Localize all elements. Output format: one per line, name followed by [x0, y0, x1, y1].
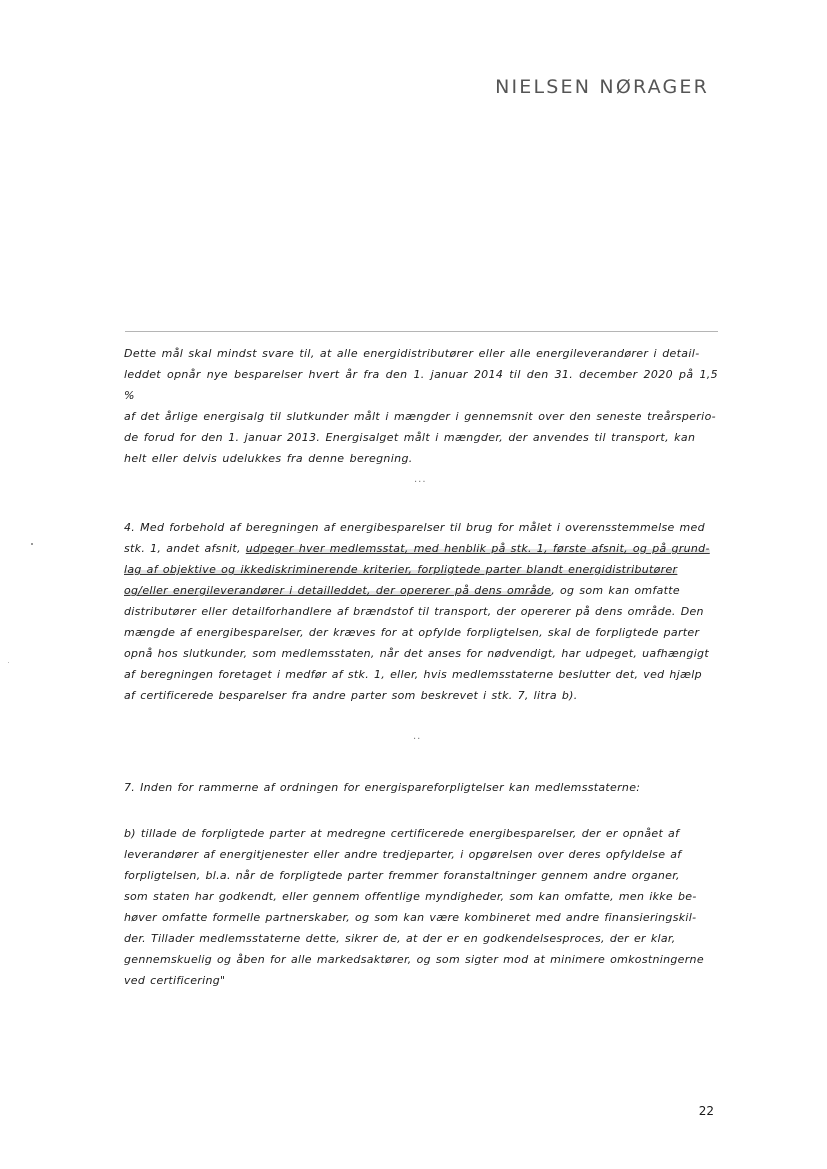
scan-mark-dot [31, 543, 33, 545]
paragraph-2-tail: , og som kan omfatte distributører eller detailforhandlere af brændstof til transport, der opererer på dens område. Den mængde af energibesparelser, der kræves for at opfylde forpligtelsen, skal de forpligtede parter opnå hos slutkunder, som medlemsstaten, når det anses for nødvendigt, har udpeget, uafhængigt af beregningen foretaget i medfør af stk. 1, eller, hvis medlemsstaterne beslutter det, ved hjælp af certificerede besparelser fra andre parter som beskrevet i stk. 7, litra b). [124, 584, 709, 702]
omission-ellipsis-2: .. [413, 731, 422, 742]
paragraph-2-lead: 4. Med forbehold af beregningen af energibesparelser til brug for målet i overensstemmelse med stk. 1, andet afsnit, [124, 521, 705, 555]
page-number: 22 [698, 1104, 714, 1118]
quote-paragraph-3: 7. Inden for rammerne af ordningen for energispareforpligtelser kan medlemsstaterne: [124, 781, 641, 794]
scan-mark-speck [8, 662, 9, 663]
quote-paragraph-2 [124, 517, 718, 706]
quote-paragraph-1: Dette mål skal mindst svare til, at alle energidistributører eller alle energileverandører i detail- leddet opnår nye besparelser hvert år fra den 1. januar 2014 til den 31. december 2020 på 1,5 % af det årlige energisalg til slutkunder målt i mængder i gennemsnit over den seneste treårsperio- de forud for den 1. januar 2013. Energisalget målt i mængder, der anvendes til transport, kan helt eller delvis udelukkes fra denne beregning. [124, 347, 718, 465]
company-logo: NIELSEN NØRAGER [495, 76, 709, 98]
underlined-highlight: udpeger hver medlemsstat, med henblik på stk. 1, første afsnit, og på grund- lag af objektive og ikkediskriminerende kriterier, forpligtede parter blandt energidistributører og/eller energileverandører i detailleddet, der opererer på dens område [124, 542, 710, 597]
omission-ellipsis-1: ... [414, 474, 427, 485]
quote-paragraph-4: b) tillade de forpligtede parter at medregne certificerede energibesparelser, der er opnået af leverandører af energitjenester eller andre tredjeparter, i opgørelsen over deres opfyldelse af forpligtelsen, bl.a. når de forpligtede parter fremmer foranstaltninger gennem andre organer, som staten har godkendt, eller gennem offentlige myndigheder, som kan omfatte, men ikke be- høver omfatte formelle partnerskaber, og som kan være kombineret med andre finansieringskil- der. Tillader medlemsstaterne dette, sikrer de, at der er en godkendelsesproces, der er klar, gennemskuelig og åben for alle markedsaktører, og som sigter mod at minimere omkostningerne ved certificering" [124, 827, 704, 987]
horizontal-divider [125, 331, 718, 332]
